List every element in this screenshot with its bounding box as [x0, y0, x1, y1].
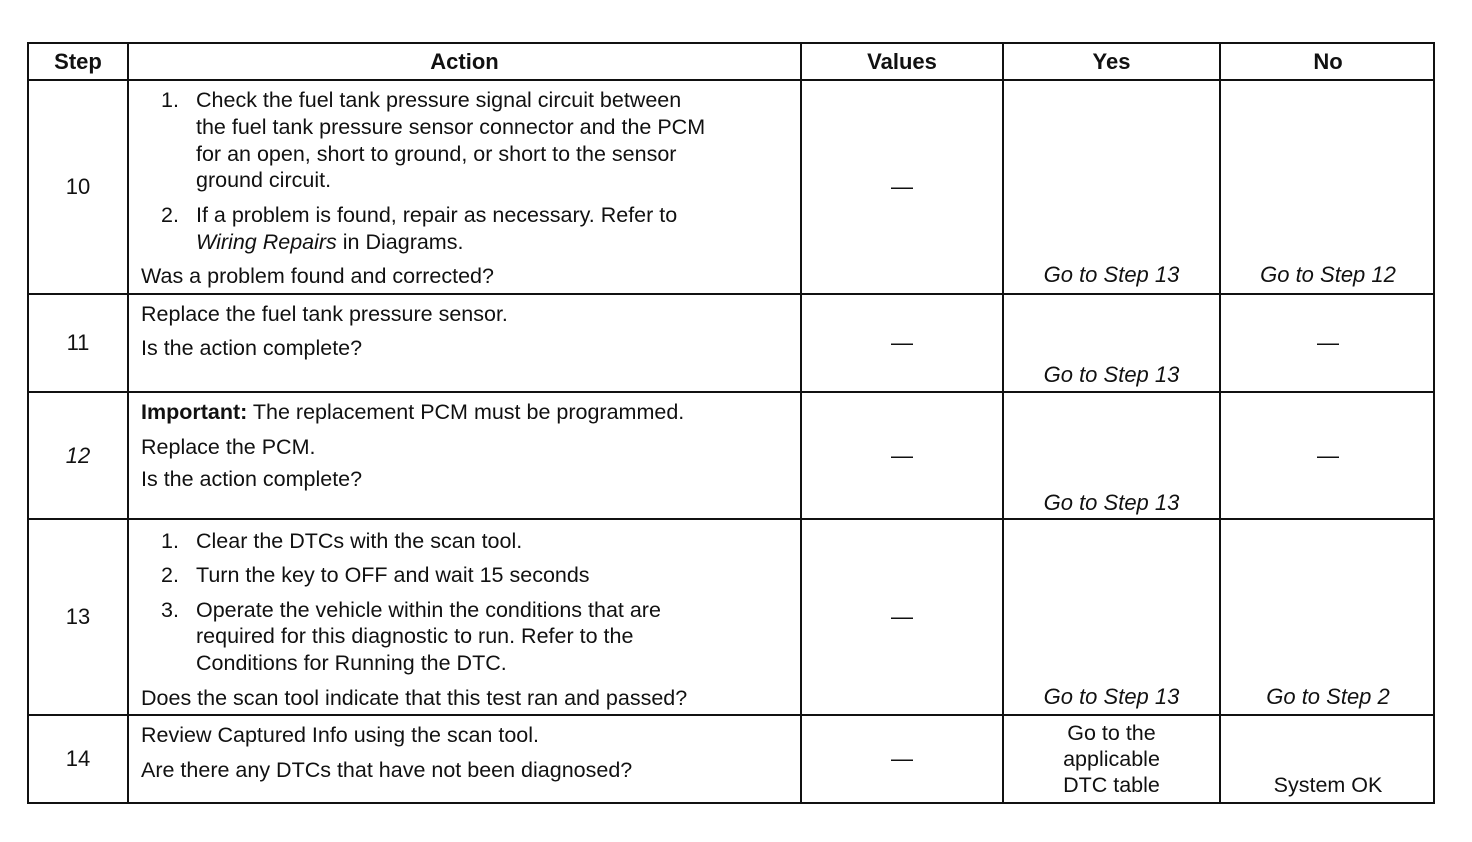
no-cell	[1221, 81, 1435, 293]
step-number: 11	[29, 295, 129, 391]
header-values: Values	[802, 44, 1004, 79]
action-cell	[129, 520, 802, 714]
header-row	[29, 44, 1433, 81]
yes-cell	[1004, 520, 1221, 714]
table-row-step-11	[29, 295, 1433, 393]
action-line: Is the action complete?	[141, 467, 363, 491]
action-line: ground circuit.	[196, 168, 332, 192]
values-cell: —	[802, 81, 1004, 293]
list-number: 1.	[161, 529, 179, 553]
goto-step-link: Go to Step 13	[1043, 684, 1180, 709]
reference-rest: in Diagrams.	[336, 230, 464, 254]
table-row-step-13	[29, 520, 1433, 716]
yes-cell	[1004, 393, 1221, 518]
action-line: Are there any DTCs that have not been diagnosed?	[141, 758, 633, 782]
reference-link-text: Wiring Repairs	[196, 230, 337, 254]
yes-cell	[1004, 716, 1221, 802]
values-cell: —	[802, 716, 1004, 802]
action-line: the fuel tank pressure sensor connector and the PCM	[196, 115, 706, 139]
action-line: for an open, short to ground, or short to the sensor	[196, 142, 677, 166]
goto-step-link: Go to Step 13	[1043, 490, 1180, 515]
header-yes: Yes	[1004, 44, 1221, 79]
table-row-step-10	[29, 81, 1433, 295]
diagnostic-table	[27, 42, 1435, 804]
action-line: Operate the vehicle within the conditions that are	[196, 598, 661, 622]
action-line: Conditions for Running the DTC.	[196, 651, 507, 675]
no-cell	[1221, 716, 1435, 802]
action-line: Replace the PCM.	[141, 435, 316, 459]
list-number: 1.	[161, 88, 179, 112]
action-question: Was a problem found and corrected?	[141, 264, 494, 288]
action-line: required for this diagnostic to run. Refer to the	[196, 624, 634, 648]
list-number: 3.	[161, 598, 179, 622]
yes-cell	[1004, 295, 1221, 391]
yes-line: DTC table	[1063, 773, 1160, 797]
action-line: Turn the key to OFF and wait 15 seconds	[196, 563, 590, 587]
values-cell: —	[802, 393, 1004, 518]
yes-line: applicable	[1063, 747, 1160, 771]
no-cell: —	[1317, 442, 1339, 468]
step-number: 14	[29, 716, 129, 802]
values-cell: —	[802, 520, 1004, 714]
list-number: 2.	[161, 563, 179, 587]
action-cell	[129, 81, 802, 293]
action-question: Does the scan tool indicate that this test ran and passed?	[141, 686, 688, 710]
step-number: 12	[29, 393, 129, 518]
header-action: Action	[129, 44, 802, 79]
action-line-reference	[196, 229, 463, 256]
table-row-step-12	[29, 393, 1433, 520]
values-cell: —	[802, 295, 1004, 391]
no-cell	[1221, 520, 1435, 714]
header-no: No	[1313, 48, 1343, 74]
action-line: Clear the DTCs with the scan tool.	[196, 529, 523, 553]
yes-line: Go to the	[1067, 721, 1156, 745]
yes-cell	[1004, 81, 1221, 293]
header-step: Step	[29, 44, 129, 79]
action-line: Is the action complete?	[141, 336, 363, 360]
goto-step-link: Go to Step 2	[1266, 684, 1390, 709]
action-line: If a problem is found, repair as necessary. Refer to	[196, 203, 678, 227]
goto-step-link: Go to Step 13	[1043, 362, 1180, 387]
important-label: Important:	[141, 400, 248, 424]
step-number: 10	[29, 81, 129, 293]
no-result: System OK	[1273, 773, 1383, 797]
action-cell	[129, 295, 802, 391]
table-row-step-14	[29, 716, 1433, 802]
list-number: 2.	[161, 203, 179, 227]
action-line: Replace the fuel tank pressure sensor.	[141, 302, 508, 326]
important-text: The replacement PCM must be programmed.	[247, 400, 685, 424]
action-cell	[129, 716, 802, 802]
action-line: Check the fuel tank pressure signal circuit between	[196, 88, 682, 112]
goto-step-link: Go to Step 12	[1260, 262, 1396, 287]
no-cell: —	[1317, 330, 1339, 355]
goto-step-link: Go to Step 13	[1043, 262, 1180, 287]
action-line: Review Captured Info using the scan tool.	[141, 723, 539, 747]
step-number: 13	[29, 520, 129, 714]
action-cell	[129, 393, 802, 518]
important-note	[141, 399, 684, 426]
